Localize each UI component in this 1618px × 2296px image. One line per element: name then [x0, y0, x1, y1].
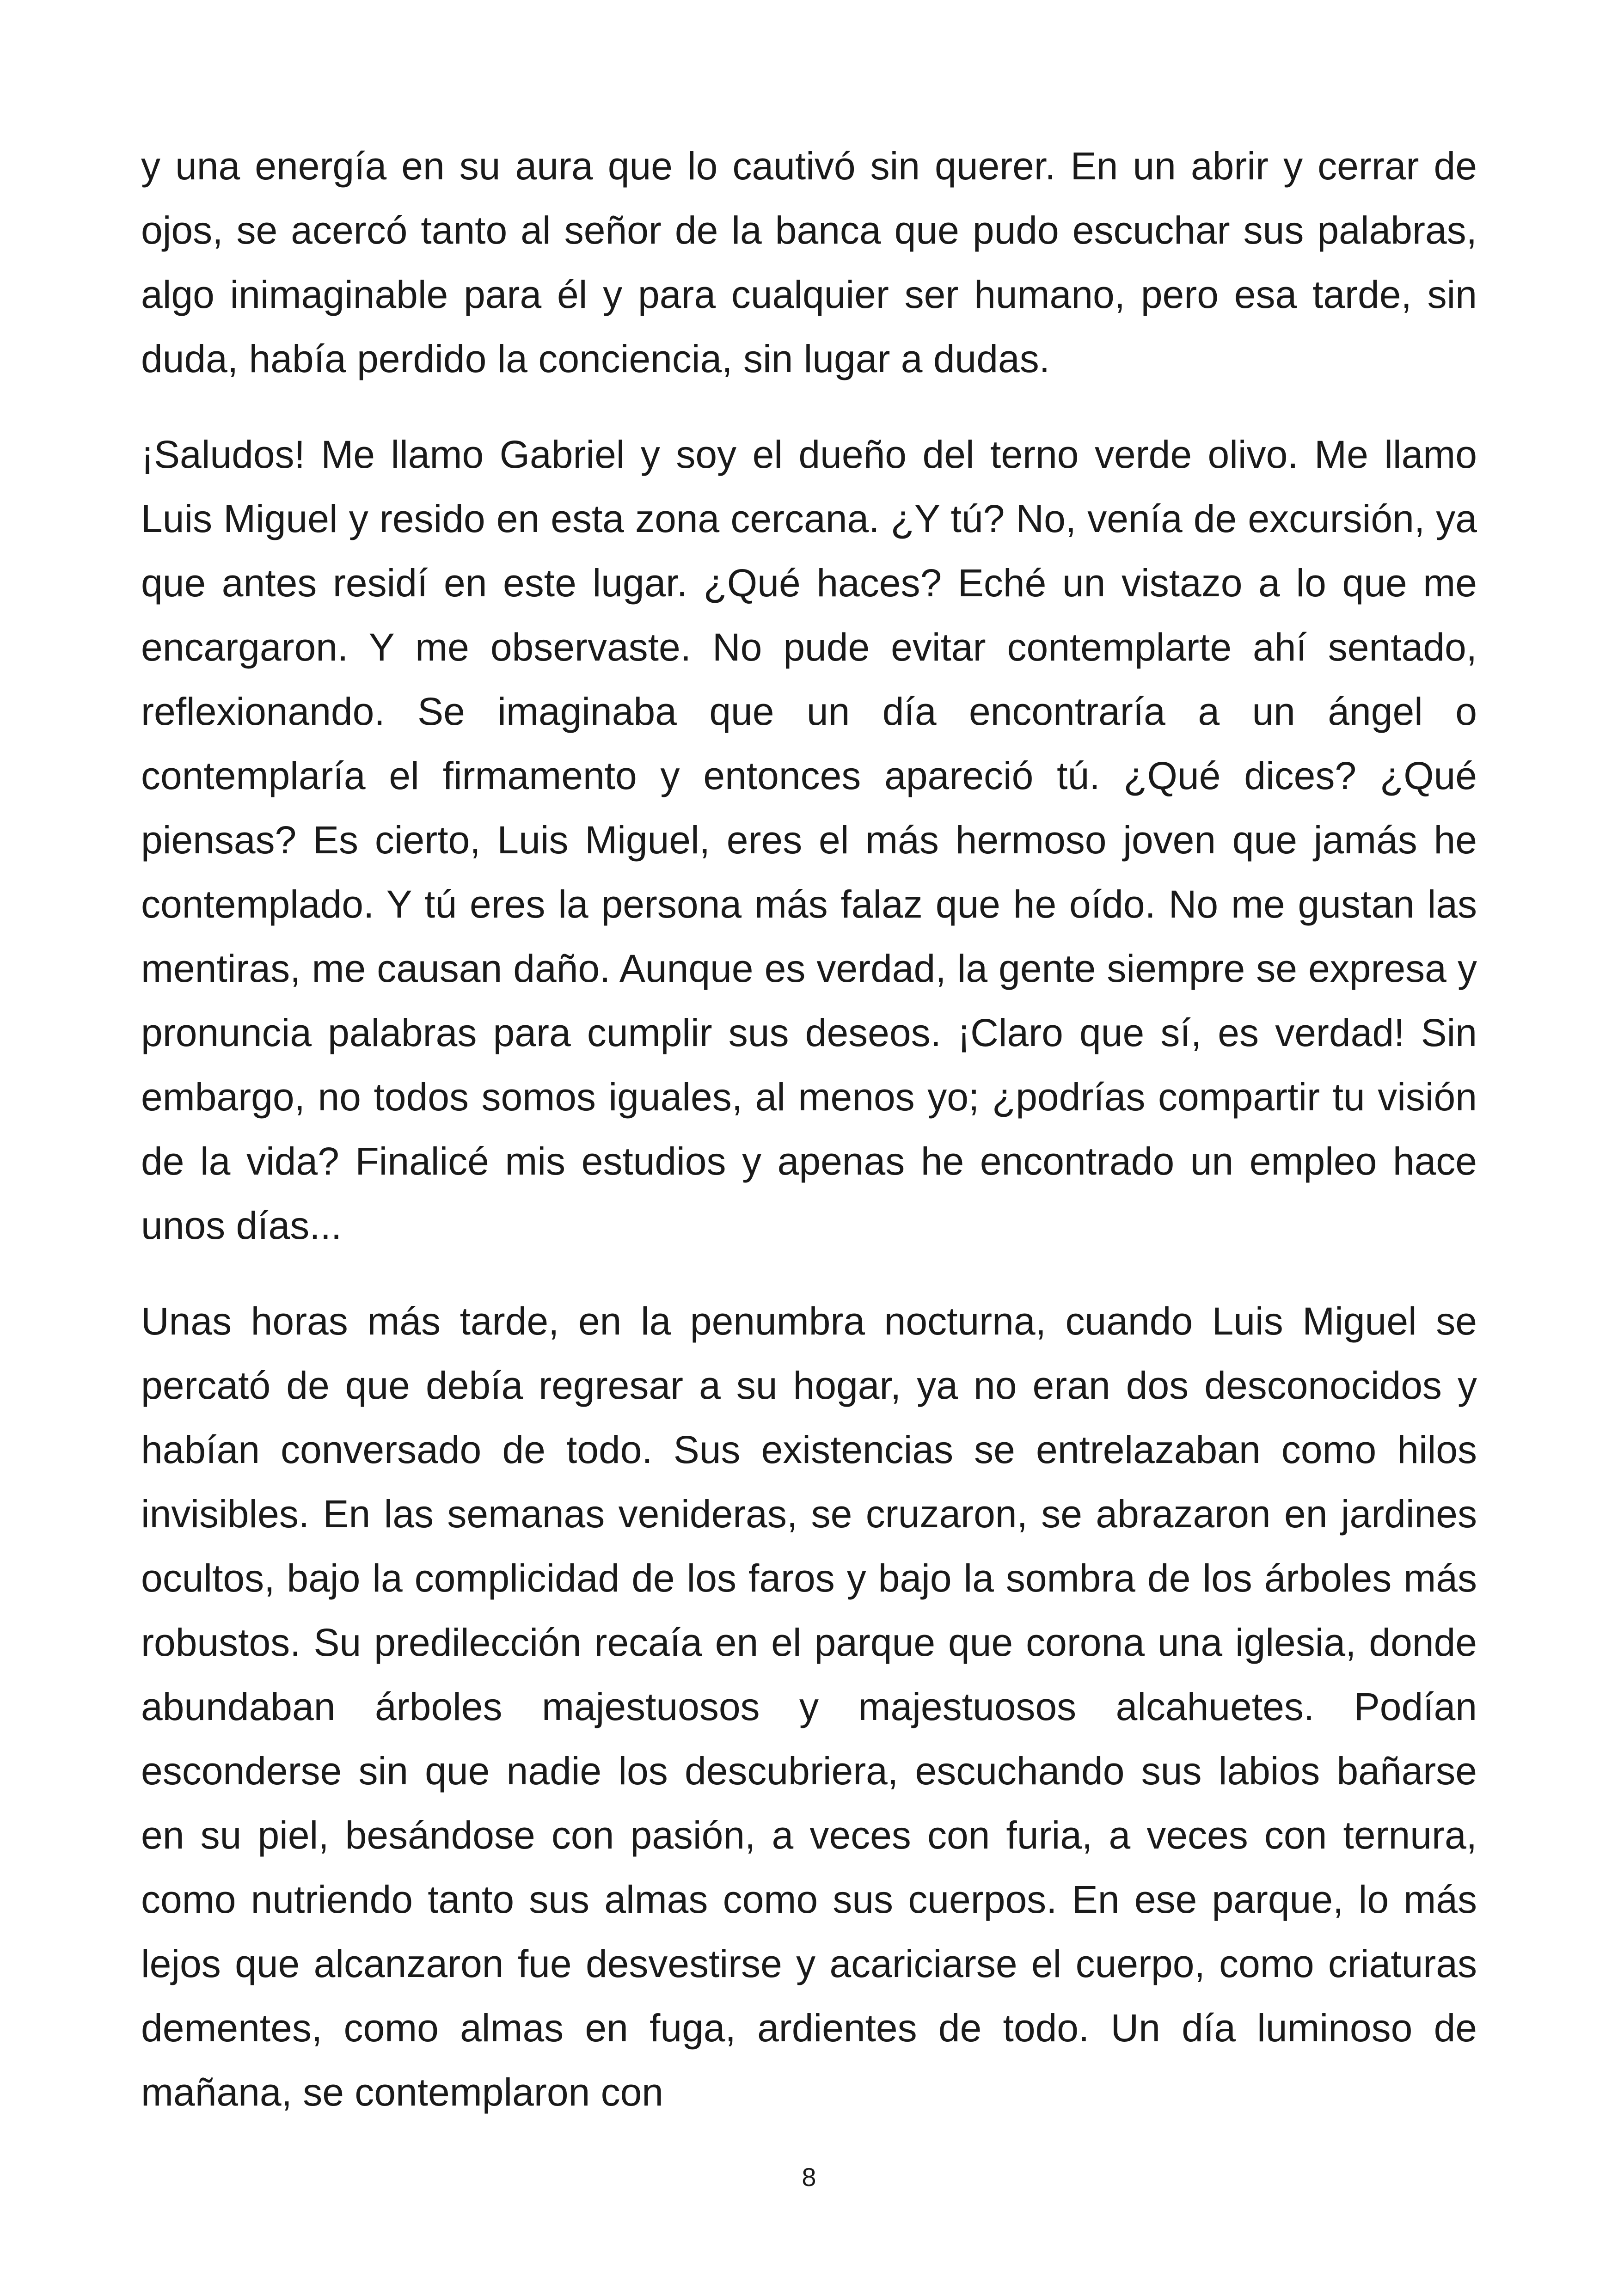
page-number: 8: [802, 2162, 816, 2192]
paragraph-2: ¡Saludos! Me llamo Gabriel y soy el dueño del terno verde olivo. Me llamo Luis Miguel y resido en esta zona cercana. ¿Y tú? No, venía de excursión, ya que antes residí en este lugar. ¿Qué haces? Eché un vistazo a lo que me encargaron. Y me observaste. No pude evitar contemplarte ahí sentado, reflexionando. Se imaginaba que un día encontraría a un ángel o contemplaría el firmamento y entonces apareció tú. ¿Qué dices? ¿Qué piensas? Es cierto, Luis Miguel, eres el más hermoso joven que jamás he contemplado. Y tú eres la persona más falaz que he oído. No me gustan las mentiras, me causan daño. Aunque es verdad, la gente siempre se expresa y pronuncia palabras para cumplir sus deseos. ¡Claro que sí, es verdad! Sin embargo, no todos somos iguales, al menos yo; ¿podrías compartir tu visión de la vida? Finalicé mis estudios y apenas he encontrado un empleo hace unos días...: [141, 433, 1477, 1247]
body-text: [141, 134, 1477, 2125]
paragraph-3: Unas horas más tarde, en la penumbra nocturna, cuando Luis Miguel se percató de que debía regresar a su hogar, ya no eran dos desconocidos y habían conversado de todo. Sus existencias se entrelazaban como hilos invisibles. En las semanas venideras, se cruzaron, se abrazaron en jardines ocultos, bajo la complicidad de los faros y bajo la sombra de los árboles más robustos. Su predilección recaía en el parque que corona una iglesia, donde abundaban árboles majestuosos y majestuosos alcahuetes. Podían esconderse sin que nadie los descubriera, escuchando sus labios bañarse en su piel, besándose con pasión, a veces con furia, a veces con ternura, como nutriendo tanto sus almas como sus cuerpos. En ese parque, lo más lejos que alcanzaron fue desvestirse y acariciarse el cuerpo, como criaturas dementes, como almas en fuga, ardientes de todo. Un día luminoso de mañana, se contemplaron con: [141, 1299, 1477, 2114]
paragraph-1: y una energía en su aura que lo cautivó sin querer. En un abrir y cerrar de ojos, se acercó tanto al señor de la banca que pudo escuchar sus palabras, algo inimaginable para él y para cualquier ser humano, pero esa tarde, sin duda, había perdido la conciencia, sin lugar a dudas.: [141, 144, 1477, 380]
